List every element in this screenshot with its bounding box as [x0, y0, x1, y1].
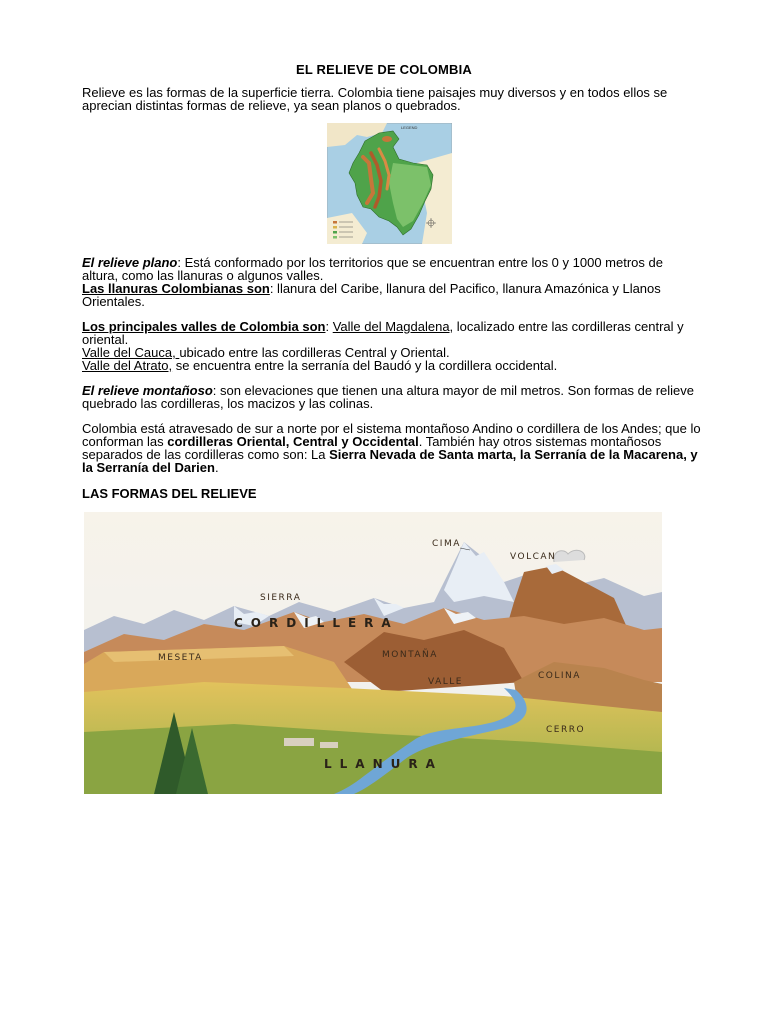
label-sierra: SIERRA — [260, 593, 302, 603]
valle-magdalena: Valle del Magdalena — [332, 319, 450, 334]
label-cerro: CERRO — [546, 725, 586, 735]
relieve-montanoso-term: El relieve montañoso — [82, 383, 213, 398]
colombia-relief-map — [327, 123, 452, 244]
valles-paragraph: Los principales valles de Colombia son: Valle del Magdalena, localizado entre las cordilleras central y oriental. Valle del Cauca, ubicado entre las cordilleras Central y Oriental. Valle del Atrato, se encuentra entre la serranía del Baudó y la cordillera occidental. — [82, 319, 684, 373]
label-volcan: VOLCAN — [510, 552, 557, 562]
label-valle: VALLE — [428, 677, 463, 687]
section-heading: LAS FORMAS DEL RELIEVE — [82, 486, 257, 501]
label-colina: COLINA — [538, 671, 581, 681]
relieve-plano-term: El relieve plano — [82, 255, 178, 270]
colombia-paragraph: Colombia está atravesado de sur a norte por el sistema montañoso Andino o cordillera de los Andes; que lo conforman las cordilleras Oriental, Central y Occidental. También hay otros sistemas montañosos separados de las cordilleras como son: La Sierra Nevada de Santa marta, la Serranía de la Macarena, y la Serranía del Darien. — [82, 421, 701, 475]
relieve-plano-paragraph: El relieve plano: Está conformado por los territorios que se encuentran entre los 0 y 1000 metros de altura, como las llanuras o algunos valles. Las llanuras Colombianas son: llanura del Caribe, llanura del Pacifico, llanura Amazónica y Llanos Orientales. — [82, 255, 663, 309]
label-llanura: LLANURA — [324, 757, 443, 771]
intro-paragraph: Relieve es las formas de la superficie tierra. Colombia tiene paisajes muy diversos y en todos ellos se aprecian distintas formas de relieve, ya sean planos o quebrados. — [82, 85, 668, 113]
llanuras-term: Las llanuras Colombianas son — [82, 281, 270, 296]
label-cordillera: CORDILLERA — [234, 616, 399, 630]
page-title: EL RELIEVE DE COLOMBIA — [295, 62, 473, 77]
valles-term: Los principales valles de Colombia son — [82, 319, 326, 334]
valle-cauca: Valle del Cauca, — [82, 345, 180, 360]
relieve-montanoso-paragraph: El relieve montañoso: son elevaciones que tienen una altura mayor de mil metros. Son formas de relieve quebrado las cordilleras, los macizos y las colinas. — [82, 383, 695, 411]
relief-forms-illustration — [84, 512, 662, 794]
label-cima: CIMA — [432, 539, 461, 549]
label-meseta: MESETA — [158, 653, 203, 663]
svg-text:LEGEND: LEGEND — [401, 125, 418, 130]
label-montana: MONTAÑA — [382, 650, 438, 660]
valle-atrato: Valle del Atrato, — [82, 358, 173, 373]
